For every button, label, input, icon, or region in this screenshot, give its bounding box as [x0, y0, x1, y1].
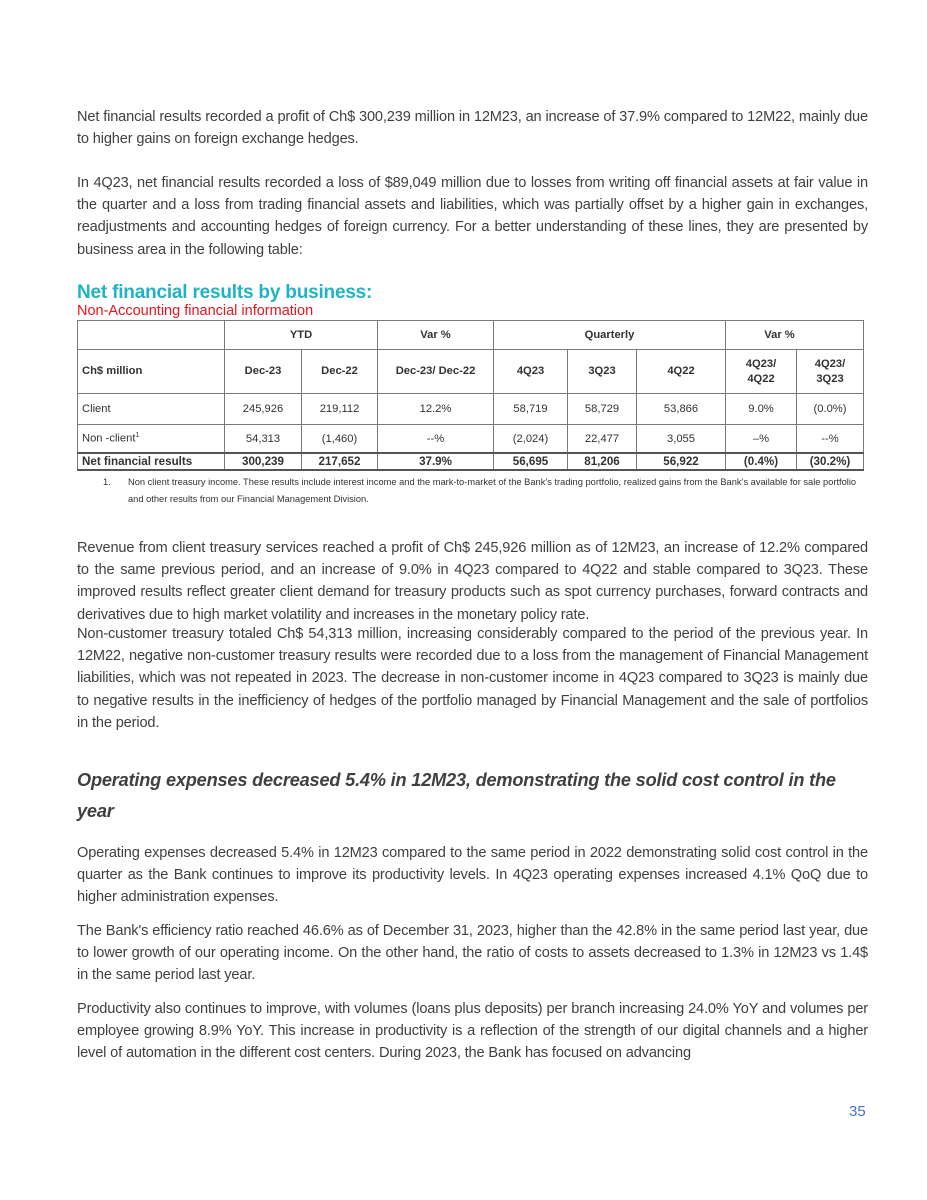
table-column-header-row — [78, 350, 864, 394]
footnote-marker: 1 — [135, 432, 140, 440]
paragraph-efficiency-ratio: The Bank's efficiency ratio reached 46.6% as of December 31, 2023, higher than the 42.8% in the same period last year, due to lower growth of our operating income. On the other hand, the ratio of costs to assets decreased to 1.3% in 12M23 vs 1.4$ in the same period last year. — [77, 923, 868, 984]
cell-4q23: (2,024) — [494, 425, 568, 454]
group-header-quarterly: Quarterly — [494, 321, 726, 350]
group-header-ytd: YTD — [225, 321, 378, 350]
cell-dec22: (1,460) — [302, 425, 378, 454]
cell-var-yoy: –% — [726, 425, 797, 454]
cell-var-yoy: 9.0% — [726, 394, 797, 425]
table-row-non-client — [78, 425, 864, 454]
col-header-4q22: 4Q22 — [637, 350, 726, 394]
col-header-var-qoq-line2: 3Q23 — [816, 372, 844, 385]
header-blank — [78, 321, 225, 350]
cell-4q22: 3,055 — [637, 425, 726, 454]
cell-4q22: 56,922 — [637, 453, 726, 470]
paragraph-client-treasury: Revenue from client treasury services reached a profit of Ch$ 245,926 million as of 12M23, an increase of 12.2% compared to the same previous period, and an increase of 9.0% in 4Q23 compared to 4Q22 and stable compared to 3Q23. These improved results reflect greater client demand for treasury products such as spot currency purchases, forward contracts and derivatives due to high market volatility and increases in the monetary policy rate. — [77, 540, 868, 623]
table-group-header-row — [78, 321, 864, 350]
cell-dec22: 217,652 — [302, 453, 378, 470]
col-header-var-qoq — [797, 350, 864, 394]
col-header-var-ytd: Dec-23/ Dec-22 — [378, 350, 494, 394]
paragraph-4q23-loss: In 4Q23, net financial results recorded a loss of $89,049 million due to losses from writing off financial assets at fair value in the quarter and a loss from trading financial assets and liabilities, which was partially offset by a higher gain in exchanges, readjustments and accounting hedges of foreign currency. For a better understanding of these lines, they are presented by business area in the following table: — [77, 175, 868, 258]
section-heading-operating-expenses: Operating expenses decreased 5.4% in 12M23, demonstrating the solid cost control in the year — [77, 770, 836, 821]
cell-var-ytd: 12.2% — [378, 394, 494, 425]
col-header-var-yoy-line1: 4Q23/ — [745, 357, 777, 370]
footnote-text: Non client treasury income. These results include interest income and the mark-to-market of the Bank’s trading portfolio, realized gains from the Bank’s available for sale portfolio and other results from our Financial Management Division. — [128, 477, 857, 504]
cell-4q23: 56,695 — [494, 453, 568, 470]
cell-var-ytd: --% — [378, 425, 494, 454]
row-label: Client — [78, 394, 225, 425]
row-label-text: Non -client — [82, 432, 136, 445]
cell-var-qoq: (0.0%) — [797, 394, 864, 425]
paragraph-operating-expenses: Operating expenses decreased 5.4% in 12M23 compared to the same period in 2022 demonstrating solid cost control in the quarter as the Bank continues to improve its productivity levels. In 4Q23 operating expenses increased 4.1% QoQ due to higher administration expenses. — [77, 845, 868, 906]
cell-dec23: 300,239 — [225, 453, 302, 470]
col-header-dec22: Dec-22 — [302, 350, 378, 394]
group-header-var-quarterly — [726, 321, 864, 350]
cell-3q23: 58,729 — [568, 394, 637, 425]
row-label — [78, 425, 225, 454]
table-footnote — [103, 474, 873, 508]
cell-3q23: 22,477 — [568, 425, 637, 454]
cell-dec23: 54,313 — [225, 425, 302, 454]
table-row-client — [78, 394, 864, 425]
group-header-var-quarterly-label: Var % — [764, 329, 795, 341]
paragraph-net-financial-results: Net financial results recorded a profit of Ch$ 300,239 million in 12M23, an increase of 37.9% compared to 12M22, mainly due to higher gains on foreign exchange hedges. — [77, 109, 868, 148]
col-header-label: Ch$ million — [78, 350, 225, 394]
cell-4q22: 53,866 — [637, 394, 726, 425]
cell-var-ytd: 37.9% — [378, 453, 494, 470]
cell-4q23: 58,719 — [494, 394, 568, 425]
cell-var-yoy: (0.4%) — [726, 453, 797, 470]
paragraph-non-customer-treasury: Non-customer treasury totaled Ch$ 54,313 million, increasing considerably compared to the period of the previous year. In 12M22, negative non-customer treasury results were recorded due to a loss from the management of Financial Management liabilities, which was not repeated in 2023. The decrease in non-customer income in 4Q23 compared to 3Q23 is mainly due to negative results in the inefficiency of hedges of the portfolio managed by Financial Management and the sale of portfolios in the period. — [77, 626, 868, 731]
col-header-3q23: 3Q23 — [568, 350, 637, 394]
group-header-var-ytd: Var % — [378, 321, 494, 350]
paragraph-productivity: Productivity also continues to improve, with volumes (loans plus deposits) per branch increasing 24.0% YoY and volumes per employee growing 8.9% YoY. This increase in productivity is a reflection of the strength of our digital channels and a higher level of automation in the different cost centers. During 2023, the Bank has focused on advancing — [77, 1001, 868, 1062]
col-header-var-yoy-line2: 4Q22 — [747, 372, 775, 385]
col-header-var-yoy — [726, 350, 797, 394]
table-row-total — [78, 453, 864, 470]
page-number: 35 — [849, 1103, 866, 1120]
footnote-number: 1. — [103, 477, 111, 487]
cell-3q23: 81,206 — [568, 453, 637, 470]
col-header-dec23: Dec-23 — [225, 350, 302, 394]
cell-var-qoq: (30.2%) — [797, 453, 864, 470]
row-label: Net financial results — [78, 453, 225, 470]
table-title: Net financial results by business: — [77, 282, 373, 303]
col-header-var-qoq-line1: 4Q23/ — [814, 357, 846, 370]
col-header-4q23: 4Q23 — [494, 350, 568, 394]
cell-dec23: 245,926 — [225, 394, 302, 425]
net-financial-results-table — [77, 320, 864, 471]
cell-var-qoq: --% — [797, 425, 864, 454]
cell-dec22: 219,112 — [302, 394, 378, 425]
table-subtitle: Non-Accounting financial information — [77, 303, 314, 319]
